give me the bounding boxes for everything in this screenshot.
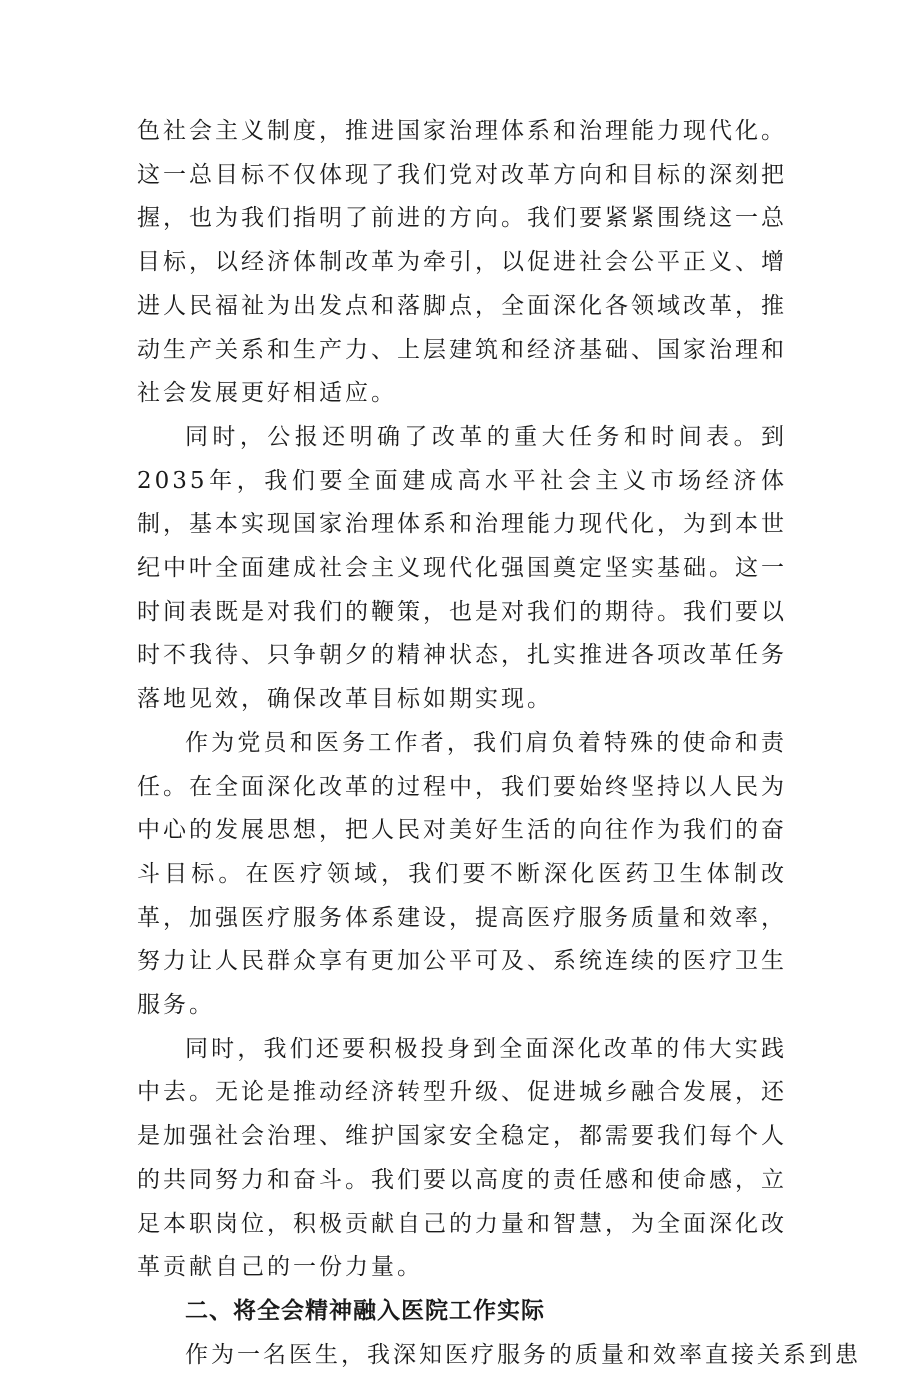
paragraph-reform-timeline: 同时，公报还明确了改革的重大任务和时间表。到2035年，我们要全面建成高水平社会主义市场经济体制，基本实现国家治理体系和治理能力现代化，为到本世纪中叶全面建成社会主义现代化强国奠定坚实基础。这一时间表既是对我们的鞭策，也是对我们的期待。我们要以时不我待、只争朝夕的精神状态，扎实推进各项改革任务落地见效，确保改革目标如期实现。 — [137, 423, 787, 713]
paragraph-continued: 色社会主义制度，推进国家治理体系和治理能力现代化。这一总目标不仅体现了我们党对改革方向和目标的深刻把握，也为我们指明了前进的方向。我们要紧紧围绕这一总目标，以经济体制改革为牵引，以促进社会公平正义、增进人民福祉为出发点和落脚点，全面深化各领域改革，推动生产关系和生产力、上层建筑和经济基础、国家治理和社会发展更好相适应。 — [137, 118, 787, 407]
paragraph-doctor-intro: 作为一名医生，我深知医疗服务的质量和效率直接关系到患 — [185, 1341, 861, 1368]
section-heading: 二、将全会精神融入医院工作实际 — [185, 1297, 545, 1324]
paragraph-practice: 同时，我们还要积极投身到全面深化改革的伟大实践中去。无论是推动经济转型升级、促进城乡融合发展，还是加强社会治理、维护国家安全稳定，都需要我们每个人的共同努力和奋斗。我们要以高度的责任感和使命感，立足本职岗位，积极贡献自己的力量和智慧，为全面深化改革贡献自己的一份力量。 — [137, 1035, 787, 1281]
document-body — [137, 110, 861, 1377]
paragraph-medical-mission: 作为党员和医务工作者，我们肩负着特殊的使命和责任。在全面深化改革的过程中，我们要始终坚持以人民为中心的发展思想，把人民对美好生活的向往作为我们的奋斗目标。在医疗领域，我们要不断深化医药卫生体制改革，加强医疗服务体系建设，提高医疗服务质量和效率，努力让人民群众享有更加公平可及、系统连续的医疗卫生服务。 — [137, 729, 787, 1019]
